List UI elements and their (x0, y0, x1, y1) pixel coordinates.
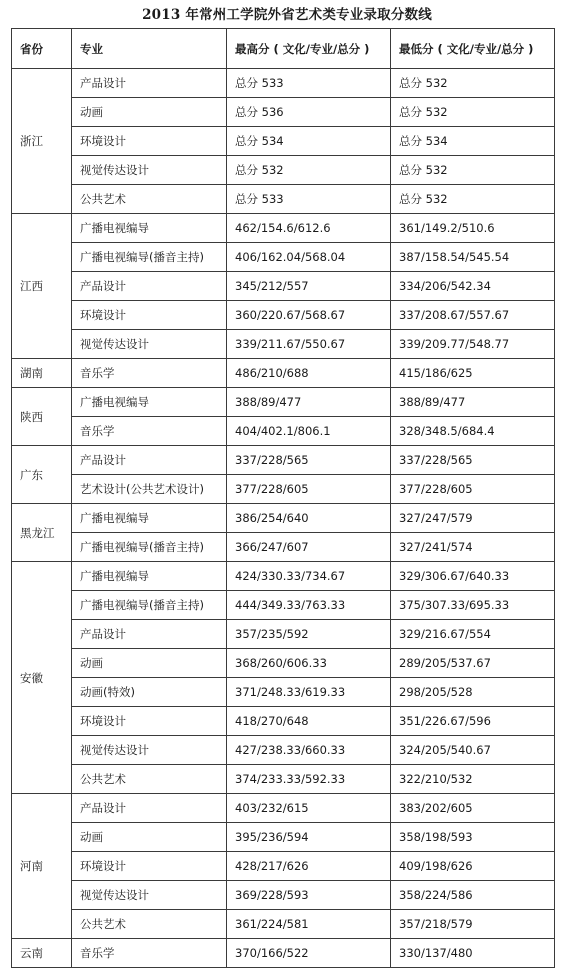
table-row (12, 707, 555, 736)
table-row (12, 156, 555, 185)
major-cell: 动画 (72, 649, 227, 678)
max-score-cell: 总分 536 (227, 98, 391, 127)
major-cell: 动画(特效) (72, 678, 227, 707)
major-cell: 视觉传达设计 (72, 881, 227, 910)
major-cell: 音乐学 (72, 359, 227, 388)
max-score-cell: 444/349.33/763.33 (227, 591, 391, 620)
min-score-cell: 383/202/605 (391, 794, 555, 823)
max-score-cell: 424/330.33/734.67 (227, 562, 391, 591)
major-cell: 产品设计 (72, 446, 227, 475)
major-cell: 公共艺术 (72, 185, 227, 214)
min-score-cell: 357/218/579 (391, 910, 555, 939)
max-score-cell: 406/162.04/568.04 (227, 243, 391, 272)
major-cell: 产品设计 (72, 794, 227, 823)
major-cell: 广播电视编导 (72, 388, 227, 417)
header-max-score: 最高分 ( 文化/专业/总分 ) (227, 29, 391, 69)
province-cell: 浙江 (12, 69, 72, 214)
min-score-cell: 339/209.77/548.77 (391, 330, 555, 359)
max-score-cell: 486/210/688 (227, 359, 391, 388)
table-row (12, 504, 555, 533)
table-row (12, 765, 555, 794)
major-cell: 广播电视编导 (72, 214, 227, 243)
table-row (12, 562, 555, 591)
table-row (12, 794, 555, 823)
min-score-cell: 329/306.67/640.33 (391, 562, 555, 591)
max-score-cell: 403/232/615 (227, 794, 391, 823)
table-row (12, 533, 555, 562)
min-score-cell: 298/205/528 (391, 678, 555, 707)
min-score-cell: 289/205/537.67 (391, 649, 555, 678)
max-score-cell: 369/228/593 (227, 881, 391, 910)
table-row (12, 591, 555, 620)
province-cell: 云南 (12, 939, 72, 968)
province-cell: 江西 (12, 214, 72, 359)
max-score-cell: 371/248.33/619.33 (227, 678, 391, 707)
major-cell: 公共艺术 (72, 765, 227, 794)
major-cell: 动画 (72, 98, 227, 127)
max-score-cell: 370/166/522 (227, 939, 391, 968)
max-score-cell: 418/270/648 (227, 707, 391, 736)
min-score-cell: 351/226.67/596 (391, 707, 555, 736)
table-row (12, 475, 555, 504)
min-score-cell: 387/158.54/545.54 (391, 243, 555, 272)
major-cell: 产品设计 (72, 272, 227, 301)
header-province: 省份 (12, 29, 72, 69)
max-score-cell: 360/220.67/568.67 (227, 301, 391, 330)
max-score-cell: 339/211.67/550.67 (227, 330, 391, 359)
admission-score-table (11, 28, 555, 968)
min-score-cell: 409/198/626 (391, 852, 555, 881)
province-cell: 陕西 (12, 388, 72, 446)
major-cell: 视觉传达设计 (72, 736, 227, 765)
max-score-cell: 377/228/605 (227, 475, 391, 504)
table-row (12, 678, 555, 707)
max-score-cell: 427/238.33/660.33 (227, 736, 391, 765)
min-score-cell: 337/228/565 (391, 446, 555, 475)
max-score-cell: 357/235/592 (227, 620, 391, 649)
header-major: 专业 (72, 29, 227, 69)
major-cell: 环境设计 (72, 852, 227, 881)
table-row (12, 388, 555, 417)
min-score-cell: 327/247/579 (391, 504, 555, 533)
table-row (12, 301, 555, 330)
major-cell: 公共艺术 (72, 910, 227, 939)
major-cell: 广播电视编导(播音主持) (72, 243, 227, 272)
table-row (12, 446, 555, 475)
table-row (12, 214, 555, 243)
max-score-cell: 404/402.1/806.1 (227, 417, 391, 446)
min-score-cell: 375/307.33/695.33 (391, 591, 555, 620)
table-row (12, 69, 555, 98)
min-score-cell: 358/224/586 (391, 881, 555, 910)
min-score-cell: 361/149.2/510.6 (391, 214, 555, 243)
table-row (12, 620, 555, 649)
header-min-score: 最低分 ( 文化/专业/总分 ) (391, 29, 555, 69)
max-score-cell: 总分 533 (227, 185, 391, 214)
major-cell: 产品设计 (72, 620, 227, 649)
max-score-cell: 337/228/565 (227, 446, 391, 475)
major-cell: 广播电视编导 (72, 562, 227, 591)
min-score-cell: 总分 534 (391, 127, 555, 156)
min-score-cell: 总分 532 (391, 98, 555, 127)
major-cell: 环境设计 (72, 707, 227, 736)
major-cell: 广播电视编导(播音主持) (72, 533, 227, 562)
major-cell: 环境设计 (72, 301, 227, 330)
table-body (12, 69, 555, 968)
min-score-cell: 337/208.67/557.67 (391, 301, 555, 330)
table-row (12, 98, 555, 127)
province-cell: 广东 (12, 446, 72, 504)
min-score-cell: 334/206/542.34 (391, 272, 555, 301)
min-score-cell: 324/205/540.67 (391, 736, 555, 765)
table-row (12, 736, 555, 765)
table-row (12, 823, 555, 852)
min-score-cell: 总分 532 (391, 156, 555, 185)
min-score-cell: 327/241/574 (391, 533, 555, 562)
max-score-cell: 总分 534 (227, 127, 391, 156)
table-row (12, 272, 555, 301)
min-score-cell: 总分 532 (391, 69, 555, 98)
page-title: 2013 年常州工学院外省艺术类专业录取分数线 (142, 7, 432, 23)
major-cell: 音乐学 (72, 417, 227, 446)
table-row (12, 359, 555, 388)
province-cell: 安徽 (12, 562, 72, 794)
max-score-cell: 368/260/606.33 (227, 649, 391, 678)
min-score-cell: 328/348.5/684.4 (391, 417, 555, 446)
max-score-cell: 374/233.33/592.33 (227, 765, 391, 794)
min-score-cell: 总分 532 (391, 185, 555, 214)
min-score-cell: 388/89/477 (391, 388, 555, 417)
major-cell: 广播电视编导 (72, 504, 227, 533)
table-row (12, 127, 555, 156)
table-row (12, 910, 555, 939)
min-score-cell: 358/198/593 (391, 823, 555, 852)
max-score-cell: 462/154.6/612.6 (227, 214, 391, 243)
min-score-cell: 322/210/532 (391, 765, 555, 794)
major-cell: 环境设计 (72, 127, 227, 156)
min-score-cell: 377/228/605 (391, 475, 555, 504)
province-cell: 河南 (12, 794, 72, 939)
max-score-cell: 345/212/557 (227, 272, 391, 301)
major-cell: 广播电视编导(播音主持) (72, 591, 227, 620)
table-row (12, 881, 555, 910)
major-cell: 动画 (72, 823, 227, 852)
max-score-cell: 388/89/477 (227, 388, 391, 417)
major-cell: 音乐学 (72, 939, 227, 968)
table-row (12, 185, 555, 214)
table-row (12, 330, 555, 359)
province-cell: 湖南 (12, 359, 72, 388)
province-cell: 黑龙江 (12, 504, 72, 562)
max-score-cell: 总分 533 (227, 69, 391, 98)
table-row (12, 649, 555, 678)
table-row (12, 939, 555, 968)
min-score-cell: 330/137/480 (391, 939, 555, 968)
min-score-cell: 329/216.67/554 (391, 620, 555, 649)
header-row (12, 29, 555, 69)
max-score-cell: 395/236/594 (227, 823, 391, 852)
max-score-cell: 428/217/626 (227, 852, 391, 881)
major-cell: 视觉传达设计 (72, 156, 227, 185)
table-row (12, 243, 555, 272)
max-score-cell: 361/224/581 (227, 910, 391, 939)
table-row (12, 852, 555, 881)
major-cell: 视觉传达设计 (72, 330, 227, 359)
max-score-cell: 366/247/607 (227, 533, 391, 562)
max-score-cell: 386/254/640 (227, 504, 391, 533)
max-score-cell: 总分 532 (227, 156, 391, 185)
table-row (12, 417, 555, 446)
major-cell: 产品设计 (72, 69, 227, 98)
min-score-cell: 415/186/625 (391, 359, 555, 388)
major-cell: 艺术设计(公共艺术设计) (72, 475, 227, 504)
